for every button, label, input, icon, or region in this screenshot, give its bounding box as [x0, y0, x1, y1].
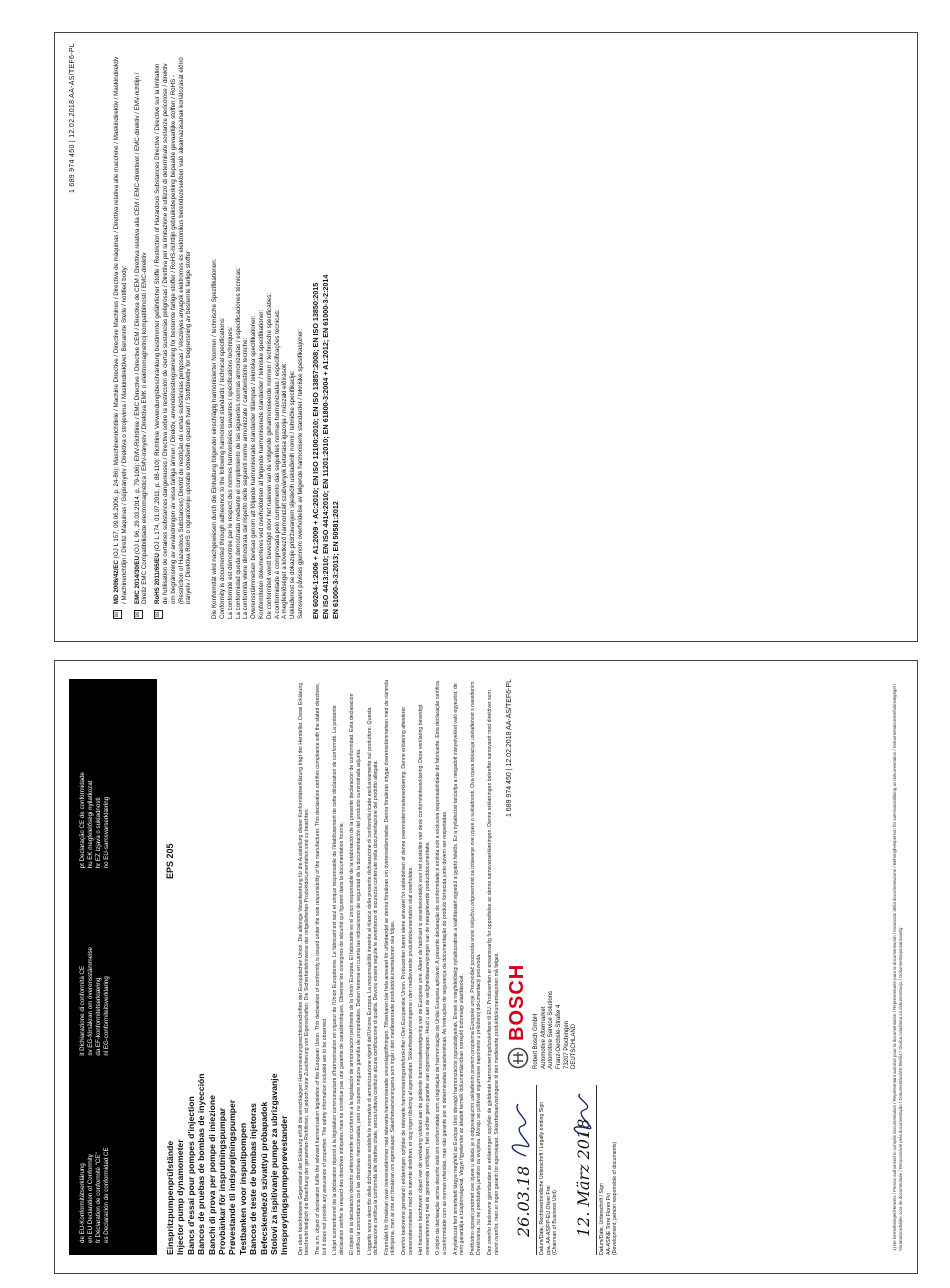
directive-name: MD 2006/42/EC	[113, 559, 120, 604]
bosch-block	[506, 964, 618, 1069]
header-column	[79, 691, 147, 868]
header-line: fr Déclaration de conformité "CE"	[95, 1152, 102, 1243]
signature-line	[506, 1085, 537, 1255]
sheet-1-rotated	[55, 661, 917, 1273]
declaration-paragraph: O objeto da declaração acima descrito está em conformidade com a legislação de harmonização da União Europeia aplicável. A presente declaração de conformidade é emitida sob a exclusiva responsabilidade do fabricante. Esta declaração certifica a conformidade com as normas referidas, mas não garante por si determinadas características. As instruções de segurança da documentação do produto fornecida junto devem ser respeitadas.	[435, 681, 448, 1255]
sheet-2	[54, 32, 918, 642]
signature-icon	[506, 1100, 534, 1160]
directive-item	[154, 55, 193, 619]
checkbox-icon: ☒	[114, 611, 120, 618]
signature-block	[506, 1085, 618, 1255]
address-line: DEUTSCHLAND	[571, 1023, 578, 1069]
doc-number: 1 689 974 450 | 12.02.2018 AA-AS/TEF6-PL	[69, 43, 76, 194]
signature-icon	[566, 1090, 594, 1140]
header-column	[79, 878, 147, 1055]
header-column	[79, 1066, 147, 1243]
product-name: Testbanken voor inspuitpompen	[237, 1122, 248, 1255]
declaration-paragraph: Ovenfor beskrevne genstand i erklæringen opfylder de relevante harmoniseringsretsforskrifter i Den Europæiske Union. Producenten bærer alene ansvaret for udstedelsen af denne overensstemmelseserklæring. Denne erklæring attesterer overensstemmelsen med de nævnte direktiver, er dog ingen tilsikring af egenskaber. Sikkerhedsanvisningerne i den medleverede produktdokumentation skal overholdes.	[401, 706, 414, 1255]
product-name-list	[165, 879, 290, 1255]
signature-line	[566, 1085, 597, 1255]
product-name: Provbänkar för insprutningspumpar	[217, 1107, 228, 1255]
checkbox-icon: ☒	[155, 611, 162, 618]
footnote: 1) De bemerkninger/Hinweis / Person authorised to compile documentation / Représentant autorisé pour la documentation / Representante para la documentación / Incaricato della documentazione / Behörighetsperson för sammanställning av dokumentation / Dokumentationsbefuldmægtiget / Verantwoordelijke voor de documentatie / Responsável pela documentação / Dokumentációért felelős / Osoba ovlaštena za dokumentaciju / Dokumentasjonsansvarlig	[892, 683, 903, 1251]
signature-date: 12. März 2018	[574, 1118, 594, 1237]
address-line: Robert Bosch GmbH	[533, 1013, 540, 1069]
product-titles	[165, 679, 290, 1255]
doc-number-area	[506, 679, 618, 948]
directive-item	[134, 55, 150, 619]
header-line: nl EG-conformiteitsverklaring	[103, 976, 110, 1056]
checkbox-icon: ☒	[134, 611, 141, 618]
address-line: Automotive Service Solutions	[548, 990, 555, 1069]
conformity-line: Die Konformität wird nachgewiesen durch die Einhaltung folgender einschlägig harmonisierter Normen / technische Spezifikationen:	[211, 258, 219, 619]
signature-date: 26.03.18	[514, 1165, 534, 1237]
header-line: en EU Declaration of Conformity	[87, 1154, 94, 1243]
conformity-line: Conformity is documented through adherence to the following harmonised standards / technical specifications:	[218, 317, 226, 619]
product-name: Injector pump dynamometer	[175, 1139, 186, 1255]
declaration-paragraph: Der oben beschriebene Gegenstand der Erklärung erfüllt die einschlägigen Harmonisierungsrechtsvorschriften der Europäischen Union. Die alleinige Verantwortung für die Ausstellung dieser Konformitätserklärung trägt der Hersteller. Diese Erklärung beschreibt lediglich die Beachtung der genannten Richtlinien, ist jedoch keine Zusicherung von Eigenschaften. Die Sicherheitshinweise der mitgelieferten Produktdokumentation sind zu beachten.	[297, 682, 311, 1255]
header-line: hu EK megfelelőségi nyilatkozat	[87, 780, 94, 869]
declaration-body	[298, 679, 500, 1255]
directive-text: (OJ L 174, 01.07.2011, p. 88-110): Richtlinie Verwendungsbeschränkung bestimmter gefährlicher Stoffe / Restriction of Hazardous Substances Directive / Directive sur la limitation de l'utilisation de certaines substances dangereuses / Directiva sobre la restricción de ciertas sustancias peligrosas / Direttiva per la limitazione di utilizzo di determinate sostanze pericolose / direktiv om begränsning av användningen av vissa farliga ämnen / Direktiv, anvendelsesbegrænsning for bestemte farlige stoffer / RoHS-richtlijn gebruiksbeperking bepaalde gevaarlijke stoffen / RoHS - (Restriction of Hazardous Substances) Diretriz de restrição de certas substâncias perigosas / Veszélyes anyagok elektromos és elektronikus berendezésekben való alkalmazásának korlátozását előíró irányelv / Direktiva RoHS o ograničenju uporabe određenih opasnih tvari / Stoffdirektiv for begrensning av bestemte farlige stoffer	[154, 57, 193, 604]
signature-area	[506, 679, 618, 1255]
language-header	[69, 679, 157, 1255]
declaration-paragraph: Den ovenfor beskrevne gjenstanden av erklæringen oppfyller de gjeldende harmoniseringsforskriftene til EU. Produsenten er eneansvarlig for opprettelse av denne samsvarserklæringen. Denne erklæringen bekrefter samsvaret med direktiver som nevnt ovenfor, men er ingen garanti for egenskaper. Sikkerhetsanvisningene til den medleverte produktdokumentasjonen må følges.	[486, 690, 500, 1255]
product-name: Prøvestande til indsprøjtningspumper	[227, 1099, 238, 1255]
sheet-1	[54, 660, 918, 1274]
directive-text: (OJ L 96, 29.03.2014, p. 79-106): EMV-Richtlinie / EMC Directive / Directive CEM / Directiva de CEM / Direttiva relativa alla CEM / EMC-direktivet / EMC-direktiv / EMV-richtlijn / Diretiz EMC Compatibilidade electromagnética / EMV-irányelv / Direktiva EMK o elektromagnetnoj kompatibilnosti / EMC-direktiv	[133, 72, 149, 604]
doc-number: 1 689 974 450 | 12.02.2018 AA-AS/TEF6-PL	[506, 679, 514, 818]
conformity-line: La conformità viene dimostrata dal rispetto delle seguenti norme armonizzate / caratteristiche tecniche:	[242, 337, 250, 619]
product-name: Banchi di prova per pompe di iniezione	[206, 1095, 217, 1255]
conformity-line: La conformité est démontrée par le respect des normes harmonisées suivantes / spécifications techniques:	[226, 326, 234, 619]
header-line: sv EG-försäkran om överensstämmelse	[87, 947, 94, 1056]
company-address	[533, 964, 579, 1069]
conformity-line: A megfelelőséget a következő harmonizált szabványok betartása igazolja / műszaki előírások:	[281, 362, 289, 619]
standards-line: EN ISO 4413:2010; EN ISO 4414:2010; EN 11201:2010; EN 61800-3:2004 + A1:2012; EN 61000-3-2:2014	[320, 274, 330, 619]
declaration-paragraph: El objeto de la declaración descrito anteriormente es conforme a la legislación de armonización pertinente de la Unión Europea. El fabricante es el único responsable de la elaboración de la presente declaración de conformidad. Esta declaración certifica la concordancia con las directivas mencionadas, pero no supone ninguna garantía de propiedades. Deben tenerse en cuenta las indicaciones de seguridad de la documentación del producto suministrada adjunta.	[349, 693, 363, 1255]
signature-caption: Datum/Date, Unterschrift / Sign AA-AS/NE Torre Flores Pio (Development, person responsible of documents)	[599, 1141, 619, 1255]
declaration-paragraph: Het hierboven beschreven object van de verklaring voldoet aan de geldende harmonisatiewetgeving van de Europese unie. Alleen de fabrikant is verantwoordelijk voor het opstellen van deze conformiteitsverklaring. Deze verklaring bevestigt overeenstemming met de genoemde richtlijnen, het is echter geen garantie van eigenschappen. Houd u aan de veiligheidsaanwijzingen van de meegeleverde productdocumentatie.	[418, 704, 431, 1255]
conformity-line: A conformidade é comprovada pelo cumprimento das seguintes normas harmonizadas / especificações técnicas:	[273, 309, 281, 619]
conformity-line: Samsvaret påvises gjennom overholdelse av følgende harmoniserte standarder / tekniske spesifikasjoner:	[296, 329, 304, 619]
bosch-armature-icon	[507, 1047, 529, 1069]
product-name: Bancos de pruebas de bombas de inyección	[196, 1073, 207, 1255]
product-name: Innsprøytingspumpeprøvestander	[279, 1115, 290, 1255]
directive-text: (OJ L 157, 09.06.2006, p. 24-86): Maschinenrichtlinie / Machine Directive / Directive Machines / Directiva de máquinas / Direttiva relativa alle macchine / Maskindirektiv / Maskindirektiv / Machinerichtlijn / Diretiz Máquinas / Gépirányelv / Direktiva o strojevima / Maskindirektivet. Benannte Stelle / notified body:	[113, 56, 128, 604]
product-name: Bancos de teste de bombas injetoras	[248, 1103, 259, 1255]
directives-list	[113, 55, 193, 619]
bosch-logo	[506, 964, 529, 1069]
conformity-line: Usklađenost se dokazuje pridržavanjem sljedećih usklađenih normi / tehničke specifikacije:	[289, 370, 297, 619]
directive-name: RoHS 2011/65/EU	[154, 553, 162, 604]
declaration-paragraph: A nyilatkozat fent ismertetett tárgya megfelel az Európai Unió idevágó harmonizációs jogszabályainak. Ennek a megfelelőségi nyilatkozatnak a kiállításáért egyedül a gyártó felelős. Ez a nyilatkozat tanúsítja a megadott irányelvekkel való egyezést, de nem garantálja a tulajdonságokat. Vegye figyelembe az átadott termék dokumentációban szereplő biztonsági utasításokat.	[452, 683, 466, 1255]
conformity-line: La conformidad queda demostrada mediante el cumplimiento de las siguientes normas armonizadas / especificaciones técnicas:	[234, 267, 242, 619]
product-name: Einspritzpumpenprüfstände	[165, 1140, 175, 1255]
standards-line: EN 60204-1:2006 + A1:2009 + AC:2010; EN ISO 12100:2010; EN ISO 13857:2008; EN ISO 13850:2015	[310, 282, 320, 619]
header-line: da EF-konformitetserklæring	[95, 977, 102, 1056]
declaration-paragraph: L'objet susmentionné de la déclaration répond à la législation communautaire d'harmonisation en vigueur de l'Union Européenne. Le fabricant est seul et unique responsable de l'établissement de cette déclaration de conformité. La présente déclaration certifie le respect des directives indiquées mais ne constitue pas une garantie de caractéristiques. Observer les consignes de sécurité qui figurent dans la documentation fournie.	[332, 705, 345, 1255]
header-line: de EU-Konformitätserklärung	[79, 1163, 86, 1243]
product-model: EPS 205	[165, 843, 175, 879]
address-line: Automotive Aftermarket	[540, 1006, 547, 1069]
standards-line: EN 61000-3-3:2013; EN 50581:2012	[330, 501, 340, 619]
header-line: hr EZ Izjava o sukladnosti	[95, 797, 102, 869]
sheet-2-rotated	[55, 33, 917, 641]
header-line: it Dichiarazione di conformità CE	[79, 965, 86, 1056]
header-line: es Declaración de conformidad CE	[103, 1147, 110, 1243]
conformity-statements	[211, 55, 305, 619]
conformity-line: Konformiteten dokumenteres ved overholdelsen af følgende harmoniserede standarder / tekniske specifikationer:	[257, 309, 265, 619]
declaration-paragraph: Prethodno opisani predmet ove izjave u skladu je s odgovarajućim usklađenim pravnim propisima Europske unije. Proizvođač proizvoda snosi isključivu odgovornost za izdavanje ove izjave o sukladnosti. Ova izjava dokazuje usklađenost s navedenim Direktivama, no ne predstavlja jamstvo za svojstva. Moraju se poštivati sigurnosne napomene u priloženoj dokumentaciji proizvoda.	[469, 681, 483, 1255]
declaration-paragraph: Föremålet för försäkran ovan överensstämmer med relevanta harmoniserade unionslagstiftningen. Tillverkaren bär hela ansvaret för utfärdandet av denna försäkran om överensstämmelse. Denna försäkran intygar överensstämmelsen med de nämnda riktlinjerna, men är inte en försäkran om egenskaper. Säkerhetsanvisningarna som ingår i den medlevererade produktdokumentationen ska följas.	[383, 680, 397, 1255]
directive-name: EMC 2014/30/EU	[133, 555, 141, 604]
brand-name: BOSCH	[506, 963, 529, 1041]
header-line: no EU-samsvarserklæring	[103, 796, 110, 869]
header-line: pt Declaração CE de conformidade	[79, 772, 86, 869]
product-name: Befecskendező szivattyú próbapadok	[258, 1101, 269, 1255]
directive-item	[113, 55, 129, 619]
standards-list	[311, 55, 341, 619]
declaration-paragraph: L'oggetto sopra descritto della dichiarazione soddisfa le normative di armonizzazione vigenti dell'Unione Europea. La responsabilità inerente al rilascio della presente dichiarazione di conformità ricade esclusivamente sul produttore. Questa dichiarazione certifica la conformità alle direttive citate, senza tuttavia costituire alcuna certificazione di qualità. Devono essere seguite le avvertenze di sicurezza contenute nella documentazione del prodotto allegata.	[366, 707, 380, 1255]
address-line: 73207 Plochingen	[563, 1020, 570, 1069]
product-name: Bancs d'essai pour pompes d'injection	[185, 1096, 196, 1255]
address-line: Franz-Oechsle-Straße 4	[555, 1004, 562, 1069]
signature-caption: Datum/Date, Rechtsverbindliche Unterschrift / Legally binding Sign ppa. AA-AS/PP-EU Oliver Frei (Chairman of Business Unit)	[539, 1101, 558, 1255]
conformity-line: Överensstämmelsen bevisas genom att följande harmoniserade standarder tillämpas / tekniska specifikationer:	[250, 315, 258, 619]
product-name: Stolovi za ispitivanje pumpe za ubrizgavanje	[269, 1073, 280, 1255]
declaration-paragraph: The a.m. object of declaration fulfils the relevant harmonization legislation of the European Union. This declaration of conformity is issued under the sole responsibility of the manufacturer. This declaration certifies compliance with the stated directives, but it does not provide any assurance of properties. The safety information included are to be observed.	[315, 682, 328, 1255]
conformity-line: De conformiteit wordt bevestigd door het naleven van de volgende geharmoniseerde normen / technische specificaties:	[265, 292, 273, 619]
